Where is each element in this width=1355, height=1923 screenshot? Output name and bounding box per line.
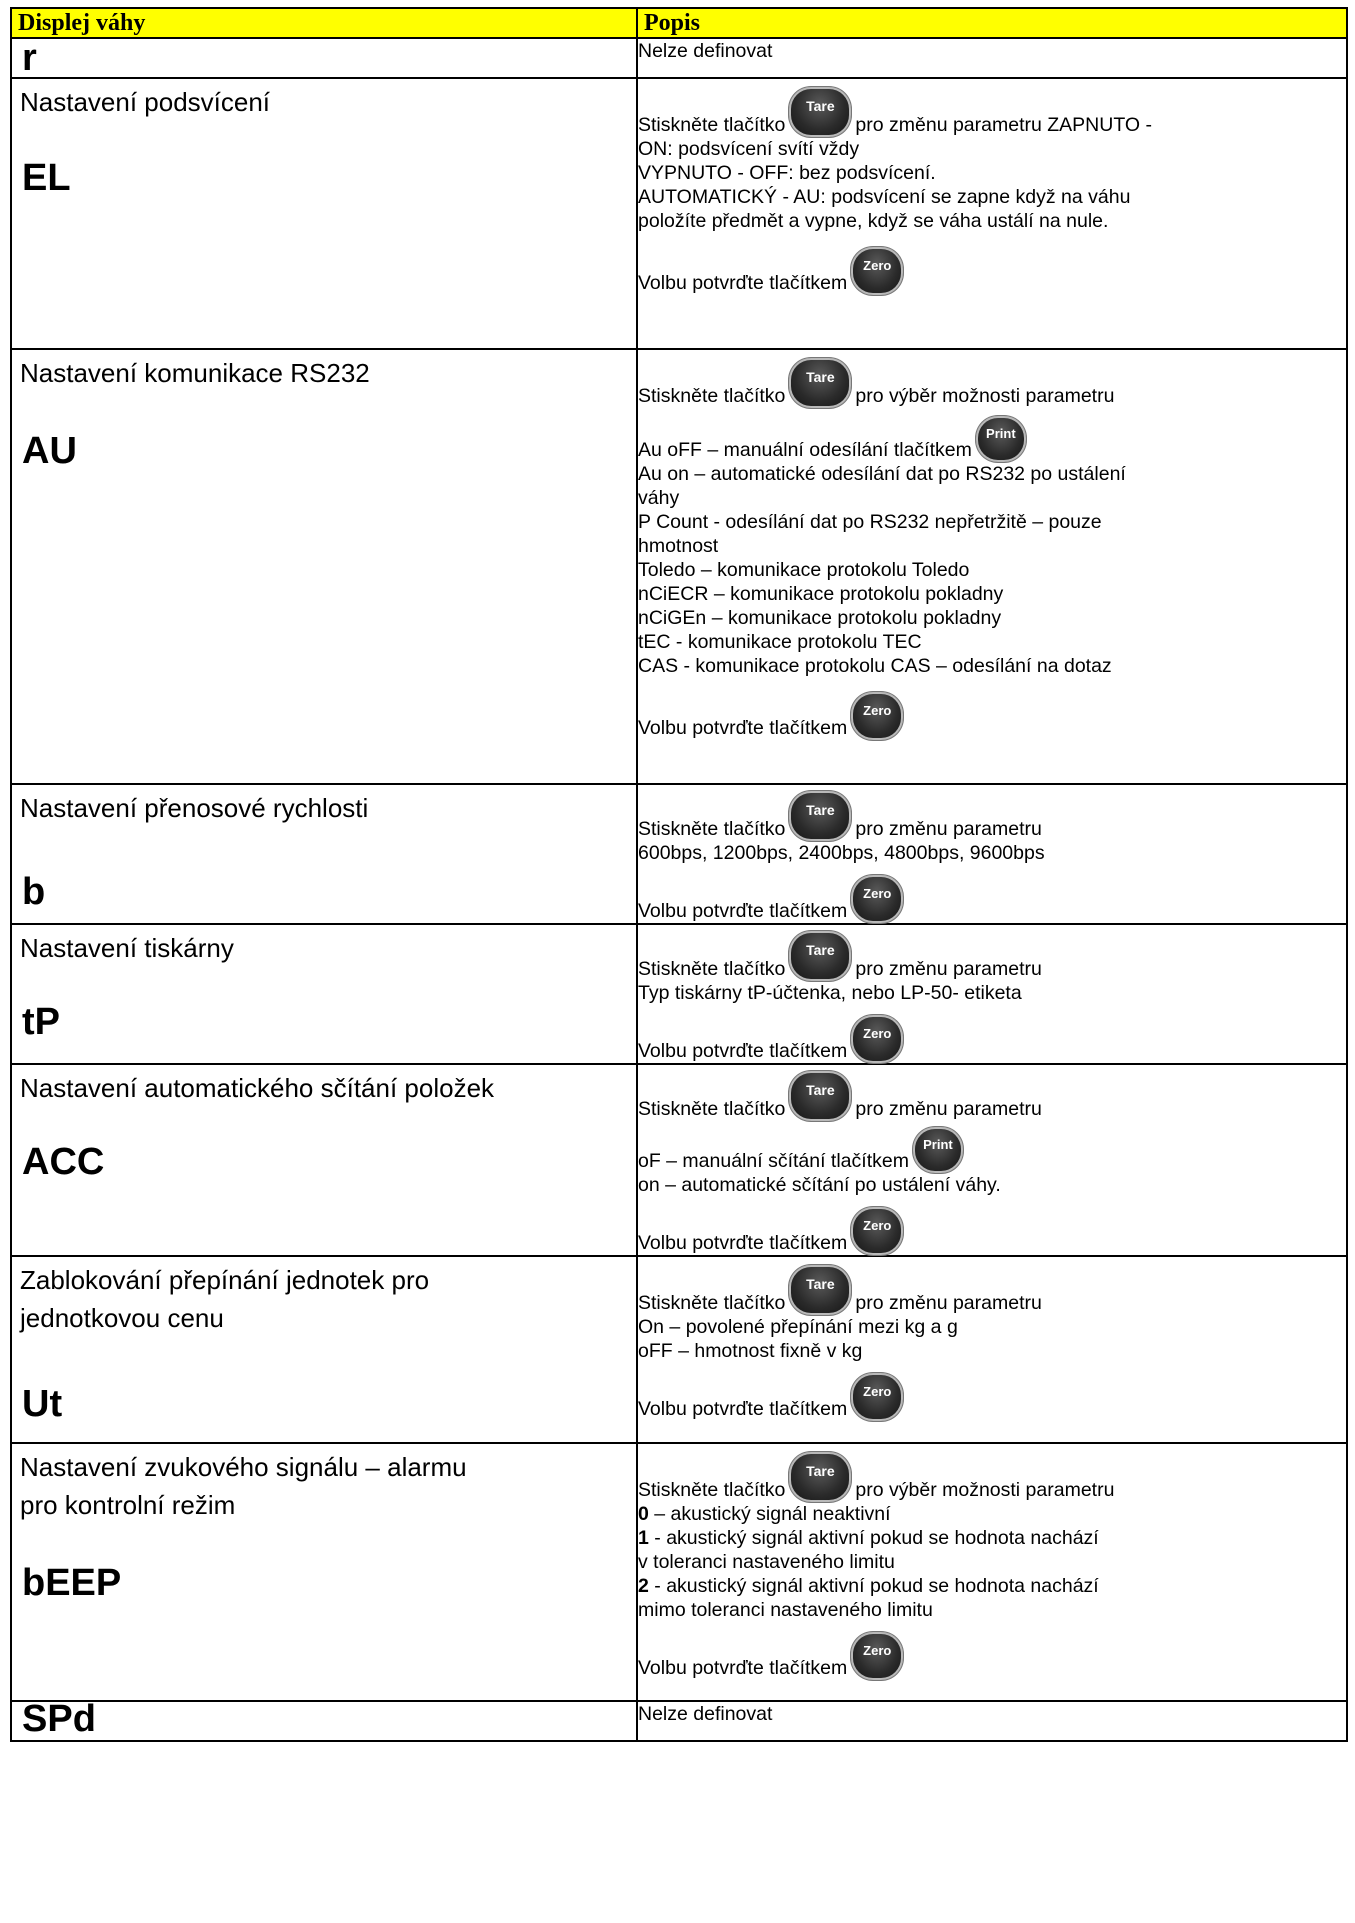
description-text: Stiskněte tlačítko (638, 1479, 786, 1501)
description-text: Stiskněte tlačítko (638, 1098, 786, 1120)
description-text: pro změnu parametru (855, 1098, 1042, 1120)
description-text: oF – manuální sčítání tlačítkem (638, 1150, 909, 1172)
display-cell (11, 1443, 637, 1701)
description-text: pro výběr možnosti parametru (855, 1479, 1115, 1501)
tare-button-icon: Tare (789, 87, 851, 137)
description-text: AUTOMATICKÝ - AU: podsvícení se zapne když na váhu (638, 186, 1131, 208)
display-code: b (22, 871, 46, 913)
description-text: Au oFF – manuální odesílání tlačítkem (638, 439, 972, 461)
table-row (11, 784, 1347, 924)
description-text: CAS - komunikace protokolu CAS – odesílání na dotaz (638, 655, 1112, 677)
table-header-row (11, 8, 1347, 38)
print-button-icon: Print (913, 1127, 963, 1173)
setting-name: Nastavení podsvícení (20, 87, 271, 117)
description-cell (637, 1443, 1347, 1701)
description-cell (637, 1701, 1347, 1741)
display-code: r (22, 37, 37, 79)
setting-name: Nastavení tiskárny (20, 933, 234, 963)
setting-name-line: Nastavení zvukového signálu – alarmu (20, 1452, 467, 1482)
display-cell (11, 1256, 637, 1443)
description-text: - akustický signál aktivní pokud se hodnota nachází (648, 1575, 1099, 1597)
display-cell (11, 349, 637, 784)
tare-button-icon: Tare (789, 358, 851, 408)
display-code: EL (22, 157, 71, 199)
description-cell (637, 38, 1347, 78)
zero-button-icon: Zero (851, 1632, 903, 1680)
description-cell (637, 1256, 1347, 1443)
description-text: pro změnu parametru (855, 958, 1042, 980)
confirm-text: Volbu potvrďte tlačítkem (638, 1398, 848, 1420)
settings-table (10, 7, 1348, 1742)
display-cell (11, 784, 637, 924)
description-text: Stiskněte tlačítko (638, 1292, 786, 1314)
display-code: bEEP (22, 1562, 122, 1604)
display-cell (11, 78, 637, 349)
display-code: SPd (22, 1698, 96, 1740)
confirm-text: Volbu potvrďte tlačítkem (638, 1657, 848, 1679)
option-number: 0 (638, 1503, 649, 1525)
setting-name-line: jednotkovou cenu (20, 1303, 224, 1333)
confirm-text: Volbu potvrďte tlačítkem (638, 1232, 848, 1254)
description-text: Typ tiskárny tP-účtenka, nebo LP-50- etiketa (638, 982, 1022, 1004)
description-text: Toledo – komunikace protokolu Toledo (638, 559, 970, 581)
option-number: 1 (638, 1527, 649, 1549)
tare-button-icon: Tare (789, 931, 851, 981)
header-description: Popis (637, 8, 1347, 38)
description-text: oFF – hmotnost fixně v kg (638, 1340, 863, 1362)
description-text: 600bps, 1200bps, 2400bps, 4800bps, 9600bps (638, 842, 1045, 864)
description-text: mimo toleranci nastaveného limitu (638, 1599, 933, 1621)
setting-name (12, 1257, 636, 1337)
tare-button-icon: Tare (789, 1452, 851, 1502)
description-text: položíte předmět a vypne, když se váha ustálí na nule. (638, 210, 1109, 232)
description-text: – akustický signál neaktivní (648, 1503, 891, 1525)
display-cell (11, 38, 637, 78)
setting-name: Nastavení komunikace RS232 (20, 358, 370, 388)
table-row (11, 1256, 1347, 1443)
description-text: On – povolené přepínání mezi kg a g (638, 1316, 958, 1338)
confirm-text: Volbu potvrďte tlačítkem (638, 900, 848, 922)
description-text: pro změnu parametru ZAPNUTO - (855, 114, 1152, 136)
display-code: tP (22, 1001, 60, 1043)
tare-button-icon: Tare (789, 1071, 851, 1121)
confirm-text: Volbu potvrďte tlačítkem (638, 1040, 848, 1062)
description-text: Au on – automatické odesílání dat po RS232 po ustálení (638, 463, 1126, 485)
tare-button-icon: Tare (789, 1265, 851, 1315)
zero-button-icon: Zero (851, 1207, 903, 1255)
description-text: VYPNUTO - OFF: bez podsvícení. (638, 162, 936, 184)
description-text: v toleranci nastaveného limitu (638, 1551, 895, 1573)
tare-button-icon: Tare (789, 791, 851, 841)
display-code: Ut (22, 1383, 63, 1425)
setting-name-line: Zablokování přepínání jednotek pro (20, 1265, 430, 1295)
table-row (11, 349, 1347, 784)
description-text: on – automatické sčítání po ustálení váhy. (638, 1174, 1001, 1196)
description-text: tEC - komunikace protokolu TEC (638, 631, 922, 653)
display-cell (11, 1698, 637, 1741)
table-row (11, 1701, 1347, 1741)
confirm-text: Volbu potvrďte tlačítkem (638, 272, 848, 294)
display-code: ACC (22, 1141, 105, 1183)
setting-name: Nastavení přenosové rychlosti (20, 793, 369, 823)
zero-button-icon: Zero (851, 875, 903, 923)
description-text: P Count - odesílání dat po RS232 nepřetržitě – pouze (638, 511, 1102, 533)
description-cell (637, 349, 1347, 784)
zero-button-icon: Zero (851, 1015, 903, 1063)
option-number: 2 (638, 1575, 649, 1597)
description-text: pro změnu parametru (855, 818, 1042, 840)
setting-name (12, 1444, 636, 1524)
description-text: pro změnu parametru (855, 1292, 1042, 1314)
display-cell (11, 924, 637, 1064)
display-cell (11, 1064, 637, 1256)
description-text: Stiskněte tlačítko (638, 818, 786, 840)
setting-name: Nastavení automatického sčítání položek (20, 1073, 495, 1103)
header-display: Displej váhy (11, 8, 637, 38)
description-cell (637, 1064, 1347, 1256)
table-row (11, 78, 1347, 349)
display-code: AU (22, 430, 77, 472)
description-cell (637, 784, 1347, 924)
description-text: váhy (638, 487, 680, 509)
setting-name-line: pro kontrolní režim (20, 1490, 236, 1520)
table-row (11, 924, 1347, 1064)
description-cell (637, 924, 1347, 1064)
description-text: ON: podsvícení svítí vždy (638, 138, 860, 160)
table-row (11, 38, 1347, 78)
description-text: Nelze definovat (638, 40, 773, 62)
zero-button-icon: Zero (851, 247, 903, 295)
description-text: - akustický signál aktivní pokud se hodnota nachází (648, 1527, 1099, 1549)
confirm-text: Volbu potvrďte tlačítkem (638, 717, 848, 739)
description-text: Stiskněte tlačítko (638, 385, 786, 407)
description-cell (637, 78, 1347, 349)
description-text: nCiECR – komunikace protokolu pokladny (638, 583, 1004, 605)
table-row (11, 1443, 1347, 1701)
zero-button-icon: Zero (851, 692, 903, 740)
description-text: Nelze definovat (638, 1703, 773, 1725)
description-text: Stiskněte tlačítko (638, 114, 786, 136)
description-text: pro výběr možnosti parametru (855, 385, 1115, 407)
zero-button-icon: Zero (851, 1373, 903, 1421)
description-text: hmotnost (638, 535, 719, 557)
description-text: nCiGEn – komunikace protokolu pokladny (638, 607, 1002, 629)
description-text: Stiskněte tlačítko (638, 958, 786, 980)
print-button-icon: Print (976, 416, 1026, 462)
table-row (11, 1064, 1347, 1256)
